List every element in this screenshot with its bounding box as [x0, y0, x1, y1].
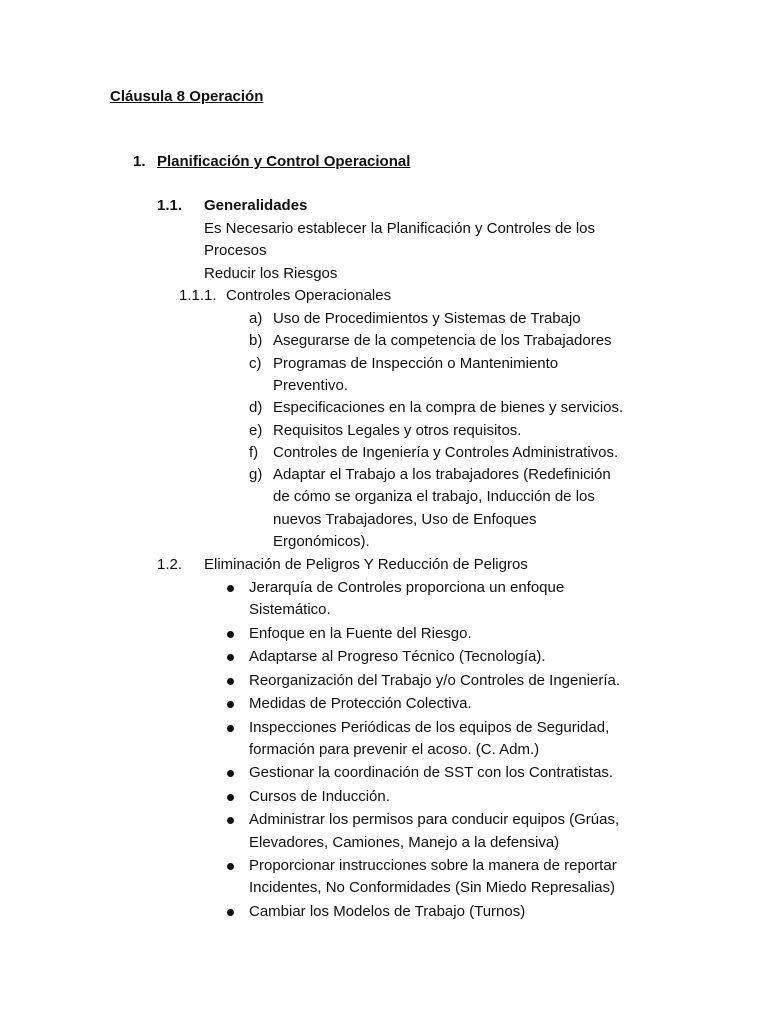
bullet-item-text: Adaptarse al Progreso Técnico (Tecnología). [249, 648, 546, 666]
bullet-item-text: Elevadores, Camiones, Manejo a la defensiva) [249, 833, 560, 851]
list-item-marker: f) [249, 443, 259, 461]
section-1-1-number: 1.1. [157, 197, 183, 214]
list-item-text: Controles de Ingeniería y Controles Administrativos. [273, 443, 619, 461]
list-item-text: de cómo se organiza el trabajo, Inducción de los [273, 488, 595, 506]
list-item-marker: g) [249, 466, 263, 484]
section-1-1-paragraph-line: Procesos [204, 242, 267, 259]
list-item-text: Uso de Procedimientos y Sistemas de Trabajo [273, 310, 581, 327]
bullet-item-text: Enfoque en la Fuente del Riesgo. [249, 624, 472, 642]
bullet-icon [227, 794, 234, 801]
section-1-1-paragraph: Reducir los Riesgos [204, 265, 338, 282]
section-1-1-1-heading: Controles Operacionales [226, 287, 392, 304]
list-item-text: Asegurarse de la competencia de los Trabajadores [273, 332, 612, 350]
bullet-item-text: Incidentes, No Conformidades (Sin Miedo Represalias) [249, 879, 616, 897]
section-1-heading: Planificación y Control Operacional [157, 153, 411, 170]
list-item-text: Especificaciones en la compra de bienes y servicios. [273, 399, 624, 417]
list-item-text: Adaptar el Trabajo a los trabajadores (Redefinición [273, 466, 611, 484]
section-1-number: 1. [133, 153, 146, 170]
section-1-1-heading: Generalidades [204, 197, 308, 214]
section-1-1-paragraph-line: Es Necesario establecer la Planificación y Controles de los [204, 220, 596, 237]
bullet-item-text: Jerarquía de Controles proporciona un enfoque [249, 579, 565, 596]
bullet-icon [227, 631, 234, 638]
bullet-icon [227, 585, 234, 592]
list-item-marker: b) [249, 332, 263, 350]
list-item-text: Requisitos Legales y otros requisitos. [273, 421, 522, 439]
page-title: Cláusula 8 Operación [110, 88, 264, 105]
list-item-marker: e) [249, 421, 263, 439]
section-1-1-1-number: 1.1.1. [179, 287, 217, 304]
list-item-text: Preventivo. [273, 376, 349, 394]
bullet-item-text: Sistemático. [249, 601, 331, 619]
list-item-text: Programas de Inspección o Mantenimiento [273, 354, 559, 372]
bullet-item-text: Cambiar los Modelos de Trabajo (Turnos) [249, 902, 526, 920]
bullet-item-text: Reorganización del Trabajo y/o Controles de Ingeniería. [249, 671, 621, 689]
bullet-icon [227, 909, 234, 916]
list-item-text: nuevos Trabajadores, Uso de Enfoques [273, 510, 537, 528]
bullet-item-text: Gestionar la coordinación de SST con los Contratistas. [249, 764, 614, 782]
bullet-item-text: Administrar los permisos para conducir equipos (Grúas, [249, 811, 620, 829]
bullet-item-text: Proporcionar instrucciones sobre la manera de reportar [249, 857, 617, 875]
bullet-item-text: Inspecciones Periódicas de los equipos de Seguridad, [249, 718, 610, 736]
list-item-marker: c) [249, 354, 262, 372]
list-item-marker: a) [249, 310, 263, 327]
list-item-text: Ergonómicos). [273, 533, 370, 550]
section-1-2-number: 1.2. [157, 556, 183, 573]
bullet-icon [227, 654, 234, 661]
bullet-icon [227, 863, 234, 870]
bullet-icon [227, 725, 234, 732]
bullet-icon [227, 817, 234, 824]
section-1-2-heading: Eliminación de Peligros Y Reducción de Peligros [204, 556, 528, 573]
bullet-item-text: formación para prevenir el acoso. (C. Adm.) [249, 740, 540, 758]
list-item-marker: d) [249, 399, 263, 417]
bullet-icon [227, 701, 234, 708]
bullet-icon [227, 770, 234, 777]
bullet-icon [227, 678, 234, 685]
bullet-item-text: Cursos de Inducción. [249, 787, 390, 805]
bullet-item-text: Medidas de Protección Colectiva. [249, 695, 472, 713]
